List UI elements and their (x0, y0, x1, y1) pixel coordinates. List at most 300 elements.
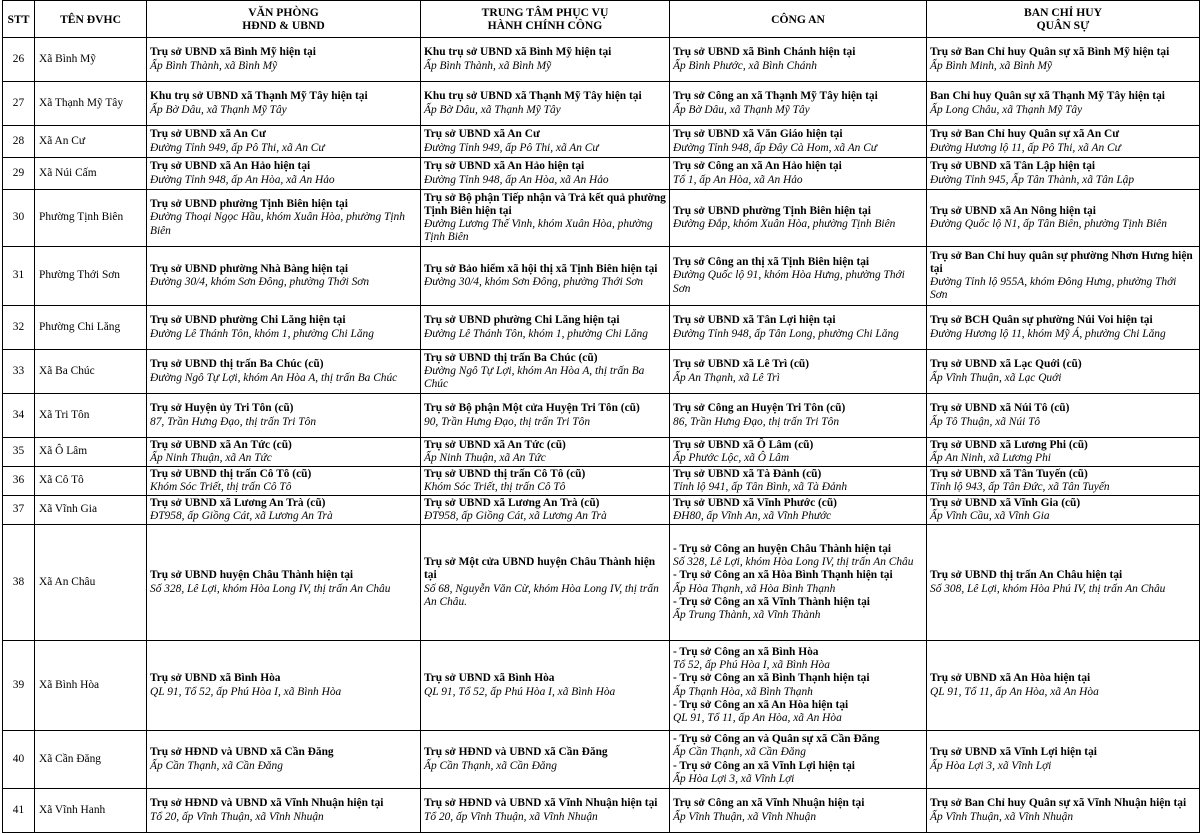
location-title: Trụ sở UBND phường Tịnh Biên hiện tại (673, 204, 871, 217)
location-title: Trụ sở UBND xã Tân Lợi hiện tại (673, 314, 836, 327)
cell-stt: 30 (3, 190, 35, 247)
location-address: Đường 30/4, khóm Sơn Đông, phường Thới Sơn (424, 276, 644, 288)
location-address: Ấp Bờ Dâu, xã Thạnh Mỹ Tây (673, 103, 810, 116)
location-entry (930, 797, 1196, 823)
location-address: 87, Trần Hưng Đạo, thị trấn Tri Tôn (150, 415, 317, 428)
location-title: Trụ sở UBND thị trấn Cô Tô (cũ) (424, 467, 586, 480)
location-title: Trụ sở Công an xã An Hảo hiện tại (673, 160, 842, 173)
location-title: Trụ sở UBND xã An Tức (cũ) (150, 438, 292, 451)
cell-military-command (927, 306, 1200, 350)
cell-council-office (147, 350, 421, 394)
cell-police (670, 394, 927, 438)
location-address: QL 91, Tổ 52, ấp Phú Hòa I, xã Bình Hòa (150, 685, 342, 698)
location-entry (930, 672, 1196, 698)
location-entry (673, 160, 923, 186)
location-address: Ấp Vĩnh Thuận, xã Vĩnh Nhuận (673, 810, 817, 823)
location-title: Trụ sở UBND thị trấn An Châu hiện tại (930, 569, 1123, 582)
location-address: Ấp Cần Thạnh, xã Cần Đăng (673, 746, 806, 759)
location-entry (424, 672, 666, 698)
location-title: Trụ sở Công an Huyện Tri Tôn (cũ) (673, 402, 846, 415)
table-row (3, 38, 1200, 82)
location-title: - Trụ sở Công an xã Bình Hòa (673, 645, 819, 658)
cell-stt: 33 (3, 350, 35, 394)
header-unit-name: TÊN ĐVHC (35, 1, 147, 38)
cell-unit-name: Xã Thạnh Mỹ Tây (35, 82, 147, 126)
location-entry (930, 205, 1196, 231)
cell-stt: 27 (3, 82, 35, 126)
location-entry (424, 497, 666, 523)
location-entry (673, 543, 923, 569)
location-address: Đường 30/4, khóm Sơn Đông, phường Thới Sơn (150, 276, 370, 288)
location-address: Tổ 1, ấp An Hòa, xã An Hảo (673, 173, 803, 186)
location-address: Ấp Trung Thành, xã Vĩnh Thành (673, 608, 821, 621)
location-title: Trụ sở UBND xã Vĩnh Gia (cũ) (930, 496, 1081, 509)
location-entry (150, 672, 417, 698)
cell-stt: 29 (3, 158, 35, 190)
location-title: Trụ sở UBND xã Bình Mỹ hiện tại (150, 46, 316, 59)
location-address: Ấp Hòa Lợi 3, xã Vĩnh Lợi (673, 772, 795, 785)
location-entry (930, 402, 1196, 428)
location-address: Ấp Bờ Dâu, xã Thạnh Mỹ Tây (150, 103, 287, 116)
location-address: Đường Tỉnh 949, ấp Pô Thi, xã An Cư (424, 141, 599, 154)
location-title: Trụ sở UBND xã An Nông hiện tại (930, 204, 1096, 217)
location-entry (150, 128, 417, 154)
cell-public-service-center (421, 789, 670, 833)
location-title: Trụ sở UBND xã Vĩnh Lợi hiện tại (930, 746, 1097, 759)
location-title: Trụ sở Ban Chỉ huy Quân sự xã Bình Mỹ hiện tại (930, 46, 1170, 59)
cell-military-command (927, 789, 1200, 833)
header-police: CÔNG AN (670, 1, 927, 38)
location-title: Trụ sở UBND xã An Hảo hiện tại (150, 160, 311, 173)
location-entry (424, 352, 666, 392)
cell-council-office (147, 82, 421, 126)
location-entry (673, 672, 923, 698)
cell-public-service-center (421, 394, 670, 438)
cell-unit-name: Xã Ba Chúc (35, 350, 147, 394)
location-address: Ấp Phước Lộc, xã Ô Lâm (673, 452, 790, 464)
location-address: Ấp Cần Thạnh, xã Cần Đăng (424, 759, 557, 772)
location-title: Trụ sở UBND phường Tịnh Biên hiện tại (150, 198, 348, 211)
cell-military-command (927, 126, 1200, 158)
location-title: Trụ sở HĐND và UBND xã Vĩnh Nhuận hiện tại (424, 797, 658, 810)
cell-council-office (147, 158, 421, 190)
cell-military-command (927, 158, 1200, 190)
table-row (3, 789, 1200, 833)
location-address: Tổ 52, ấp Phú Hòa I, xã Bình Hòa (673, 659, 830, 672)
location-address: Đường Quốc lộ 91, khóm Hòa Hưng, phường Thới Sơn (673, 269, 905, 295)
location-address: Đường Hương lộ 11, khóm Mỹ Á, phường Chi Lăng (930, 327, 1166, 340)
location-entry (150, 439, 417, 465)
cell-council-office (147, 126, 421, 158)
location-address: Đường Tỉnh lộ 955A, khóm Đông Hưng, phường Thới Sơn (930, 276, 1177, 302)
location-entry (424, 128, 666, 154)
location-entry (673, 46, 923, 72)
cell-public-service-center (421, 438, 670, 467)
location-entry (673, 497, 923, 523)
location-address: Đường Tỉnh 948, ấp An Hòa, xã An Hảo (424, 173, 609, 186)
location-address: Đường Đắp, khóm Xuân Hòa, phường Tịnh Biên (673, 218, 896, 230)
cell-public-service-center (421, 350, 670, 394)
location-title: Trụ sở UBND xã An Hòa hiện tại (930, 672, 1091, 685)
location-entry (150, 569, 417, 595)
header-council-office-line2: HĐND & UBND (242, 19, 325, 32)
location-entry (673, 596, 923, 622)
header-public-service-center-line1: TRUNG TÂM PHỤC VỤ (481, 6, 609, 19)
cell-council-office (147, 438, 421, 467)
location-title: - Trụ sở Công an xã Bình Thạnh hiện tại (673, 672, 870, 685)
table-row (3, 82, 1200, 126)
table-row (3, 731, 1200, 789)
location-address: 86, Trần Hưng Đạo, thị trấn Tri Tôn (673, 415, 840, 428)
location-address: Ấp Hòa Lợi 3, xã Vĩnh Lợi (930, 759, 1052, 772)
location-title: Trụ sở UBND xã Tà Đảnh (cũ) (673, 467, 822, 480)
location-title: - Trụ sở Công an và Quân sự xã Cần Đăng (673, 733, 880, 746)
location-entry (673, 733, 923, 759)
cell-unit-name: Xã An Châu (35, 525, 147, 641)
location-title: Trụ sở UBND xã Tân Lập hiện tại (930, 160, 1096, 173)
location-address: Ấp Tô Thuận, xã Núi Tô (930, 415, 1041, 428)
cell-military-command (927, 350, 1200, 394)
location-entry (150, 314, 417, 340)
cell-stt: 39 (3, 641, 35, 731)
header-public-service-center-line2: HÀNH CHÍNH CÔNG (487, 19, 603, 32)
location-entry (424, 468, 666, 494)
location-address: Đường Tỉnh 948, ấp Tân Long, phường Chi Lăng (673, 327, 899, 340)
cell-public-service-center (421, 247, 670, 306)
cell-unit-name: Xã Vĩnh Hanh (35, 789, 147, 833)
location-entry (424, 402, 666, 428)
location-address: Ấp Bình Thành, xã Bình Mỹ (150, 59, 278, 72)
location-address: Tổ 20, ấp Vĩnh Thuận, xã Vĩnh Nhuận (150, 810, 324, 823)
table-body (3, 38, 1200, 833)
location-title: Trụ sở Ban Chỉ huy Quân sự xã Vĩnh Nhuận hiện tại (930, 797, 1187, 810)
location-entry (150, 46, 417, 72)
cell-military-command (927, 190, 1200, 247)
location-entry (930, 250, 1196, 303)
location-entry (150, 358, 417, 384)
location-address: Ấp Bình Phước, xã Bình Chánh (673, 59, 817, 72)
location-entry (150, 497, 417, 523)
cell-police (670, 350, 927, 394)
location-address: Đường Tỉnh 945, Ấp Tân Thành, xã Tân Lập (930, 173, 1135, 186)
location-address: Số 328, Lê Lợi, khóm Hòa Long IV, thị trấn An Châu (673, 556, 914, 569)
table-header-row (3, 1, 1200, 38)
cell-public-service-center (421, 190, 670, 247)
location-address: Khóm Sóc Triết, thị trấn Cô Tô (150, 481, 292, 493)
cell-military-command (927, 438, 1200, 467)
cell-unit-name: Xã Ô Lâm (35, 438, 147, 467)
table-row (3, 190, 1200, 247)
cell-public-service-center (421, 38, 670, 82)
cell-military-command (927, 82, 1200, 126)
office-location-table (2, 0, 1200, 833)
location-title: Trụ sở UBND phường Nhà Bàng hiện tại (150, 262, 349, 275)
location-address: Đường Lê Thánh Tôn, khóm 1, phường Chi Lăng (424, 327, 648, 340)
location-address: Ấp Thạnh Hòa, xã Bình Thạnh (673, 685, 813, 698)
location-address: Khóm Sóc Triết, thị trấn Cô Tô (424, 481, 566, 493)
location-entry (673, 646, 923, 672)
header-military-command-line2: QUÂN SỰ (1036, 19, 1090, 32)
location-title: Trụ sở UBND xã Lương Phi (cũ) (930, 438, 1088, 451)
location-entry (930, 128, 1196, 154)
location-address: Đường Lê Thánh Tôn, khóm 1, phường Chi Lăng (150, 327, 374, 340)
location-entry (673, 128, 923, 154)
table-row (3, 641, 1200, 731)
location-address: Ấp An Thạnh, xã Lê Trì (673, 371, 780, 384)
cell-council-office (147, 789, 421, 833)
location-title: Ban Chỉ huy Quân sự xã Thạnh Mỹ Tây hiện tại (930, 90, 1165, 103)
table-row (3, 467, 1200, 496)
location-title: Trụ sở UBND xã An Hảo hiện tại (424, 160, 585, 173)
location-title: Trụ sở Công an xã Vĩnh Nhuận hiện tại (673, 797, 865, 810)
cell-unit-name: Xã Cần Đăng (35, 731, 147, 789)
header-council-office-line1: VĂN PHÒNG (248, 6, 319, 19)
cell-public-service-center (421, 525, 670, 641)
location-entry (673, 569, 923, 595)
location-title: Khu trụ sở UBND xã Thạnh Mỹ Tây hiện tại (424, 90, 642, 103)
cell-military-command (927, 496, 1200, 525)
cell-police (670, 438, 927, 467)
location-address: Ấp Bình Minh, xã Bình Mỹ (930, 59, 1053, 72)
location-title: Trụ sở UBND xã Bình Hòa (150, 672, 281, 685)
cell-stt: 31 (3, 247, 35, 306)
location-title: Trụ sở UBND huyện Châu Thành hiện tại (150, 569, 354, 582)
location-title: Trụ sở HĐND và UBND xã Cần Đăng (424, 746, 608, 759)
cell-police (670, 789, 927, 833)
table-row (3, 438, 1200, 467)
location-title: - Trụ sở Công an huyện Châu Thành hiện tại (673, 542, 892, 555)
cell-police (670, 467, 927, 496)
location-address: Ấp Vĩnh Thuận, xã Vĩnh Nhuận (930, 810, 1074, 823)
location-title: Trụ sở UBND xã Ô Lâm (cũ) (673, 438, 814, 451)
cell-stt: 36 (3, 467, 35, 496)
location-title: Khu trụ sở UBND xã Thạnh Mỹ Tây hiện tại (150, 90, 368, 103)
location-title: Trụ sở UBND xã Văn Giáo hiện tại (673, 128, 843, 141)
location-title: Trụ sở UBND xã Lương An Trà (cũ) (150, 496, 326, 509)
cell-police (670, 731, 927, 789)
location-title: Trụ sở UBND xã An Tức (cũ) (424, 438, 566, 451)
location-address: Tỉnh lộ 943, ấp Tân Đức, xã Tân Tuyến (930, 481, 1110, 493)
location-entry (930, 314, 1196, 340)
location-address: Ấp Hòa Thạnh, xã Hòa Bình Thạnh (673, 582, 836, 595)
location-title: - Trụ sở Công an xã Hòa Bình Thạnh hiện tại (673, 569, 893, 582)
location-title: Trụ sở UBND xã Lê Trì (cũ) (673, 358, 810, 371)
table-row (3, 496, 1200, 525)
location-address: Ấp Vĩnh Thuận, xã Lạc Quới (930, 371, 1062, 384)
location-entry (930, 569, 1196, 595)
location-title: Trụ sở UBND xã An Cư (150, 128, 266, 141)
location-entry (424, 314, 666, 340)
location-address: Ấp Vĩnh Cầu, xã Vĩnh Gia (930, 510, 1050, 522)
location-address: Số 68, Nguyễn Văn Cừ, khóm Hòa Long IV, thị trấn An Châu. (424, 582, 659, 608)
location-address: Đường Ngô Tự Lợi, khóm An Hòa A, thị trấn Ba Chúc (424, 364, 645, 391)
location-title: Khu trụ sở UBND xã Bình Mỹ hiện tại (424, 46, 612, 59)
cell-council-office (147, 38, 421, 82)
location-entry (930, 160, 1196, 186)
location-address: Ấp Long Châu, xã Thạnh Mỹ Tây (930, 103, 1083, 116)
location-address: Đường Thoại Ngọc Hầu, khóm Xuân Hòa, phường Tịnh Biên (150, 211, 405, 237)
table-row (3, 350, 1200, 394)
cell-stt: 32 (3, 306, 35, 350)
location-title: Trụ sở Bảo hiểm xã hội thị xã Tịnh Biên hiện tại (424, 262, 658, 275)
location-address: Đường Tỉnh 948, ấp An Hòa, xã An Hảo (150, 173, 335, 186)
cell-unit-name: Xã Núi Cấm (35, 158, 147, 190)
cell-police (670, 496, 927, 525)
cell-unit-name: Xã Tri Tôn (35, 394, 147, 438)
cell-unit-name: Phường Chi Lăng (35, 306, 147, 350)
cell-police (670, 525, 927, 641)
cell-public-service-center (421, 731, 670, 789)
location-address: Đường Tỉnh 949, ấp Pô Thi, xã An Cư (150, 141, 325, 154)
location-title: Trụ sở UBND thị trấn Ba Chúc (cũ) (424, 351, 598, 364)
location-address: Đường Quốc lộ N1, ấp Tân Biên, phường Tịnh Biên (930, 218, 1167, 230)
cell-public-service-center (421, 82, 670, 126)
cell-military-command (927, 38, 1200, 82)
location-title: - Trụ sở Công an xã Vĩnh Lợi hiện tại (673, 759, 855, 772)
location-entry (150, 402, 417, 428)
cell-council-office (147, 394, 421, 438)
cell-unit-name: Xã Bình Mỹ (35, 38, 147, 82)
cell-unit-name: Xã Bình Hòa (35, 641, 147, 731)
location-entry (930, 90, 1196, 116)
location-address: Ấp Ninh Thuận, xã An Tức (424, 452, 546, 464)
cell-police (670, 82, 927, 126)
cell-police (670, 190, 927, 247)
table-row (3, 158, 1200, 190)
location-title: Trụ sở Huyện ủy Tri Tôn (cũ) (150, 402, 294, 415)
location-entry (150, 198, 417, 238)
location-address: Ấp Cần Thạnh, xã Cần Đăng (150, 759, 283, 772)
cell-council-office (147, 525, 421, 641)
cell-council-office (147, 467, 421, 496)
location-address: Đường Lương Thế Vinh, khóm Xuân Hòa, phường Tịnh Biên (424, 218, 653, 244)
location-title: - Trụ sở Công an xã Vĩnh Thành hiện tại (673, 595, 870, 608)
location-title: Trụ sở Ban Chỉ huy Quân sự xã An Cư (930, 128, 1120, 141)
cell-unit-name: Xã Vĩnh Gia (35, 496, 147, 525)
location-entry (424, 90, 666, 116)
location-title: Trụ sở UBND phường Chi Lăng hiện tại (150, 314, 346, 327)
cell-police (670, 306, 927, 350)
location-entry (930, 358, 1196, 384)
location-address: QL 91, Tổ 52, ấp Phú Hòa I, xã Bình Hòa (424, 685, 616, 698)
cell-military-command (927, 525, 1200, 641)
location-entry (673, 358, 923, 384)
location-entry (150, 746, 417, 772)
cell-unit-name: Xã An Cư (35, 126, 147, 158)
location-title: Trụ sở UBND thị trấn Cô Tô (cũ) (150, 467, 312, 480)
table-row (3, 525, 1200, 641)
cell-stt: 40 (3, 731, 35, 789)
location-entry (150, 468, 417, 494)
location-entry (673, 314, 923, 340)
header-military-command (927, 1, 1200, 38)
cell-military-command (927, 731, 1200, 789)
location-title: Trụ sở Bộ phận Một cửa Huyện Tri Tôn (cũ) (424, 402, 640, 415)
cell-unit-name: Phường Thới Sơn (35, 247, 147, 306)
cell-council-office (147, 496, 421, 525)
location-title: Trụ sở UBND xã Bình Hòa (424, 672, 555, 685)
location-entry (673, 256, 923, 296)
header-public-service-center (421, 1, 670, 38)
location-title: Trụ sở UBND xã Vĩnh Phước (cũ) (673, 496, 837, 509)
location-entry (424, 192, 666, 245)
cell-unit-name: Xã Cô Tô (35, 467, 147, 496)
location-entry (673, 402, 923, 428)
location-entry (424, 746, 666, 772)
cell-public-service-center (421, 158, 670, 190)
location-entry (150, 90, 417, 116)
location-entry (673, 205, 923, 231)
location-address: Tổ 20, ấp Vĩnh Thuận, xã Vĩnh Nhuận (424, 810, 598, 823)
cell-military-command (927, 394, 1200, 438)
header-military-command-line1: BAN CHỈ HUY (1024, 6, 1102, 19)
location-entry (424, 797, 666, 823)
location-title: Trụ sở UBND xã An Cư (424, 128, 540, 141)
location-entry (673, 760, 923, 786)
cell-military-command (927, 247, 1200, 306)
cell-police (670, 126, 927, 158)
cell-police (670, 247, 927, 306)
cell-public-service-center (421, 306, 670, 350)
cell-police (670, 641, 927, 731)
location-title: Trụ sở Bộ phận Tiếp nhận và Trả kết quả phường Tịnh Biên hiện tại (424, 191, 666, 217)
cell-military-command (927, 641, 1200, 731)
location-address: QL 91, Tổ 11, ấp An Hòa, xã An Hòa (673, 711, 842, 724)
cell-stt: 35 (3, 438, 35, 467)
location-title: Trụ sở Một cửa UBND huyện Châu Thành hiện tại (424, 556, 656, 582)
cell-public-service-center (421, 126, 670, 158)
cell-public-service-center (421, 496, 670, 525)
location-title: Trụ sở HĐND và UBND xã Cần Đăng (150, 746, 334, 759)
location-title: Trụ sở HĐND và UBND xã Vĩnh Nhuận hiện tại (150, 797, 384, 810)
location-title: Trụ sở Công an xã Thạnh Mỹ Tây hiện tại (673, 90, 878, 103)
location-address: Số 308, Lê Lợi, khóm Hòa Phú IV, thị trấn An Châu (930, 582, 1166, 595)
table-row (3, 126, 1200, 158)
location-address: ĐT958, ấp Giồng Cát, xã Lương An Trà (150, 510, 333, 522)
location-entry (424, 439, 666, 465)
location-title: Trụ sở UBND xã Bình Chánh hiện tại (673, 46, 856, 59)
location-address: 90, Trần Hưng Đạo, thị trấn Tri Tôn (424, 415, 591, 428)
cell-unit-name: Phường Tịnh Biên (35, 190, 147, 247)
cell-council-office (147, 731, 421, 789)
location-title: Trụ sở BCH Quân sự phường Núi Voi hiện tại (930, 314, 1153, 327)
location-entry (673, 797, 923, 823)
location-entry (424, 160, 666, 186)
location-entry (150, 263, 417, 289)
location-title: Trụ sở UBND xã Lương An Trà (cũ) (424, 496, 600, 509)
location-address: Số 328, Lê Lợi, khóm Hòa Long IV, thị trấn An Châu (150, 582, 391, 595)
header-stt: STT (3, 1, 35, 38)
location-entry (673, 90, 923, 116)
location-entry (673, 468, 923, 494)
location-address: Ấp Bình Thành, xã Bình Mỹ (424, 59, 552, 72)
location-entry (930, 439, 1196, 465)
cell-police (670, 38, 927, 82)
cell-stt: 34 (3, 394, 35, 438)
location-title: Trụ sở UBND xã Núi Tô (cũ) (930, 402, 1070, 415)
location-title: Trụ sở UBND thị trấn Ba Chúc (cũ) (150, 358, 324, 371)
cell-stt: 28 (3, 126, 35, 158)
location-entry (673, 439, 923, 465)
location-address: Ấp An Ninh, xã Lương Phi (930, 452, 1051, 464)
location-address: Ấp Bờ Dâu, xã Thạnh Mỹ Tây (424, 103, 561, 116)
location-entry (424, 556, 666, 609)
location-entry (424, 46, 666, 72)
header-council-office (147, 1, 421, 38)
location-address: ĐH80, ấp Vĩnh An, xã Vĩnh Phước (673, 510, 832, 522)
location-address: Ấp Ninh Thuận, xã An Tức (150, 452, 272, 464)
location-title: Trụ sở Công an thị xã Tịnh Biên hiện tại (673, 256, 870, 269)
